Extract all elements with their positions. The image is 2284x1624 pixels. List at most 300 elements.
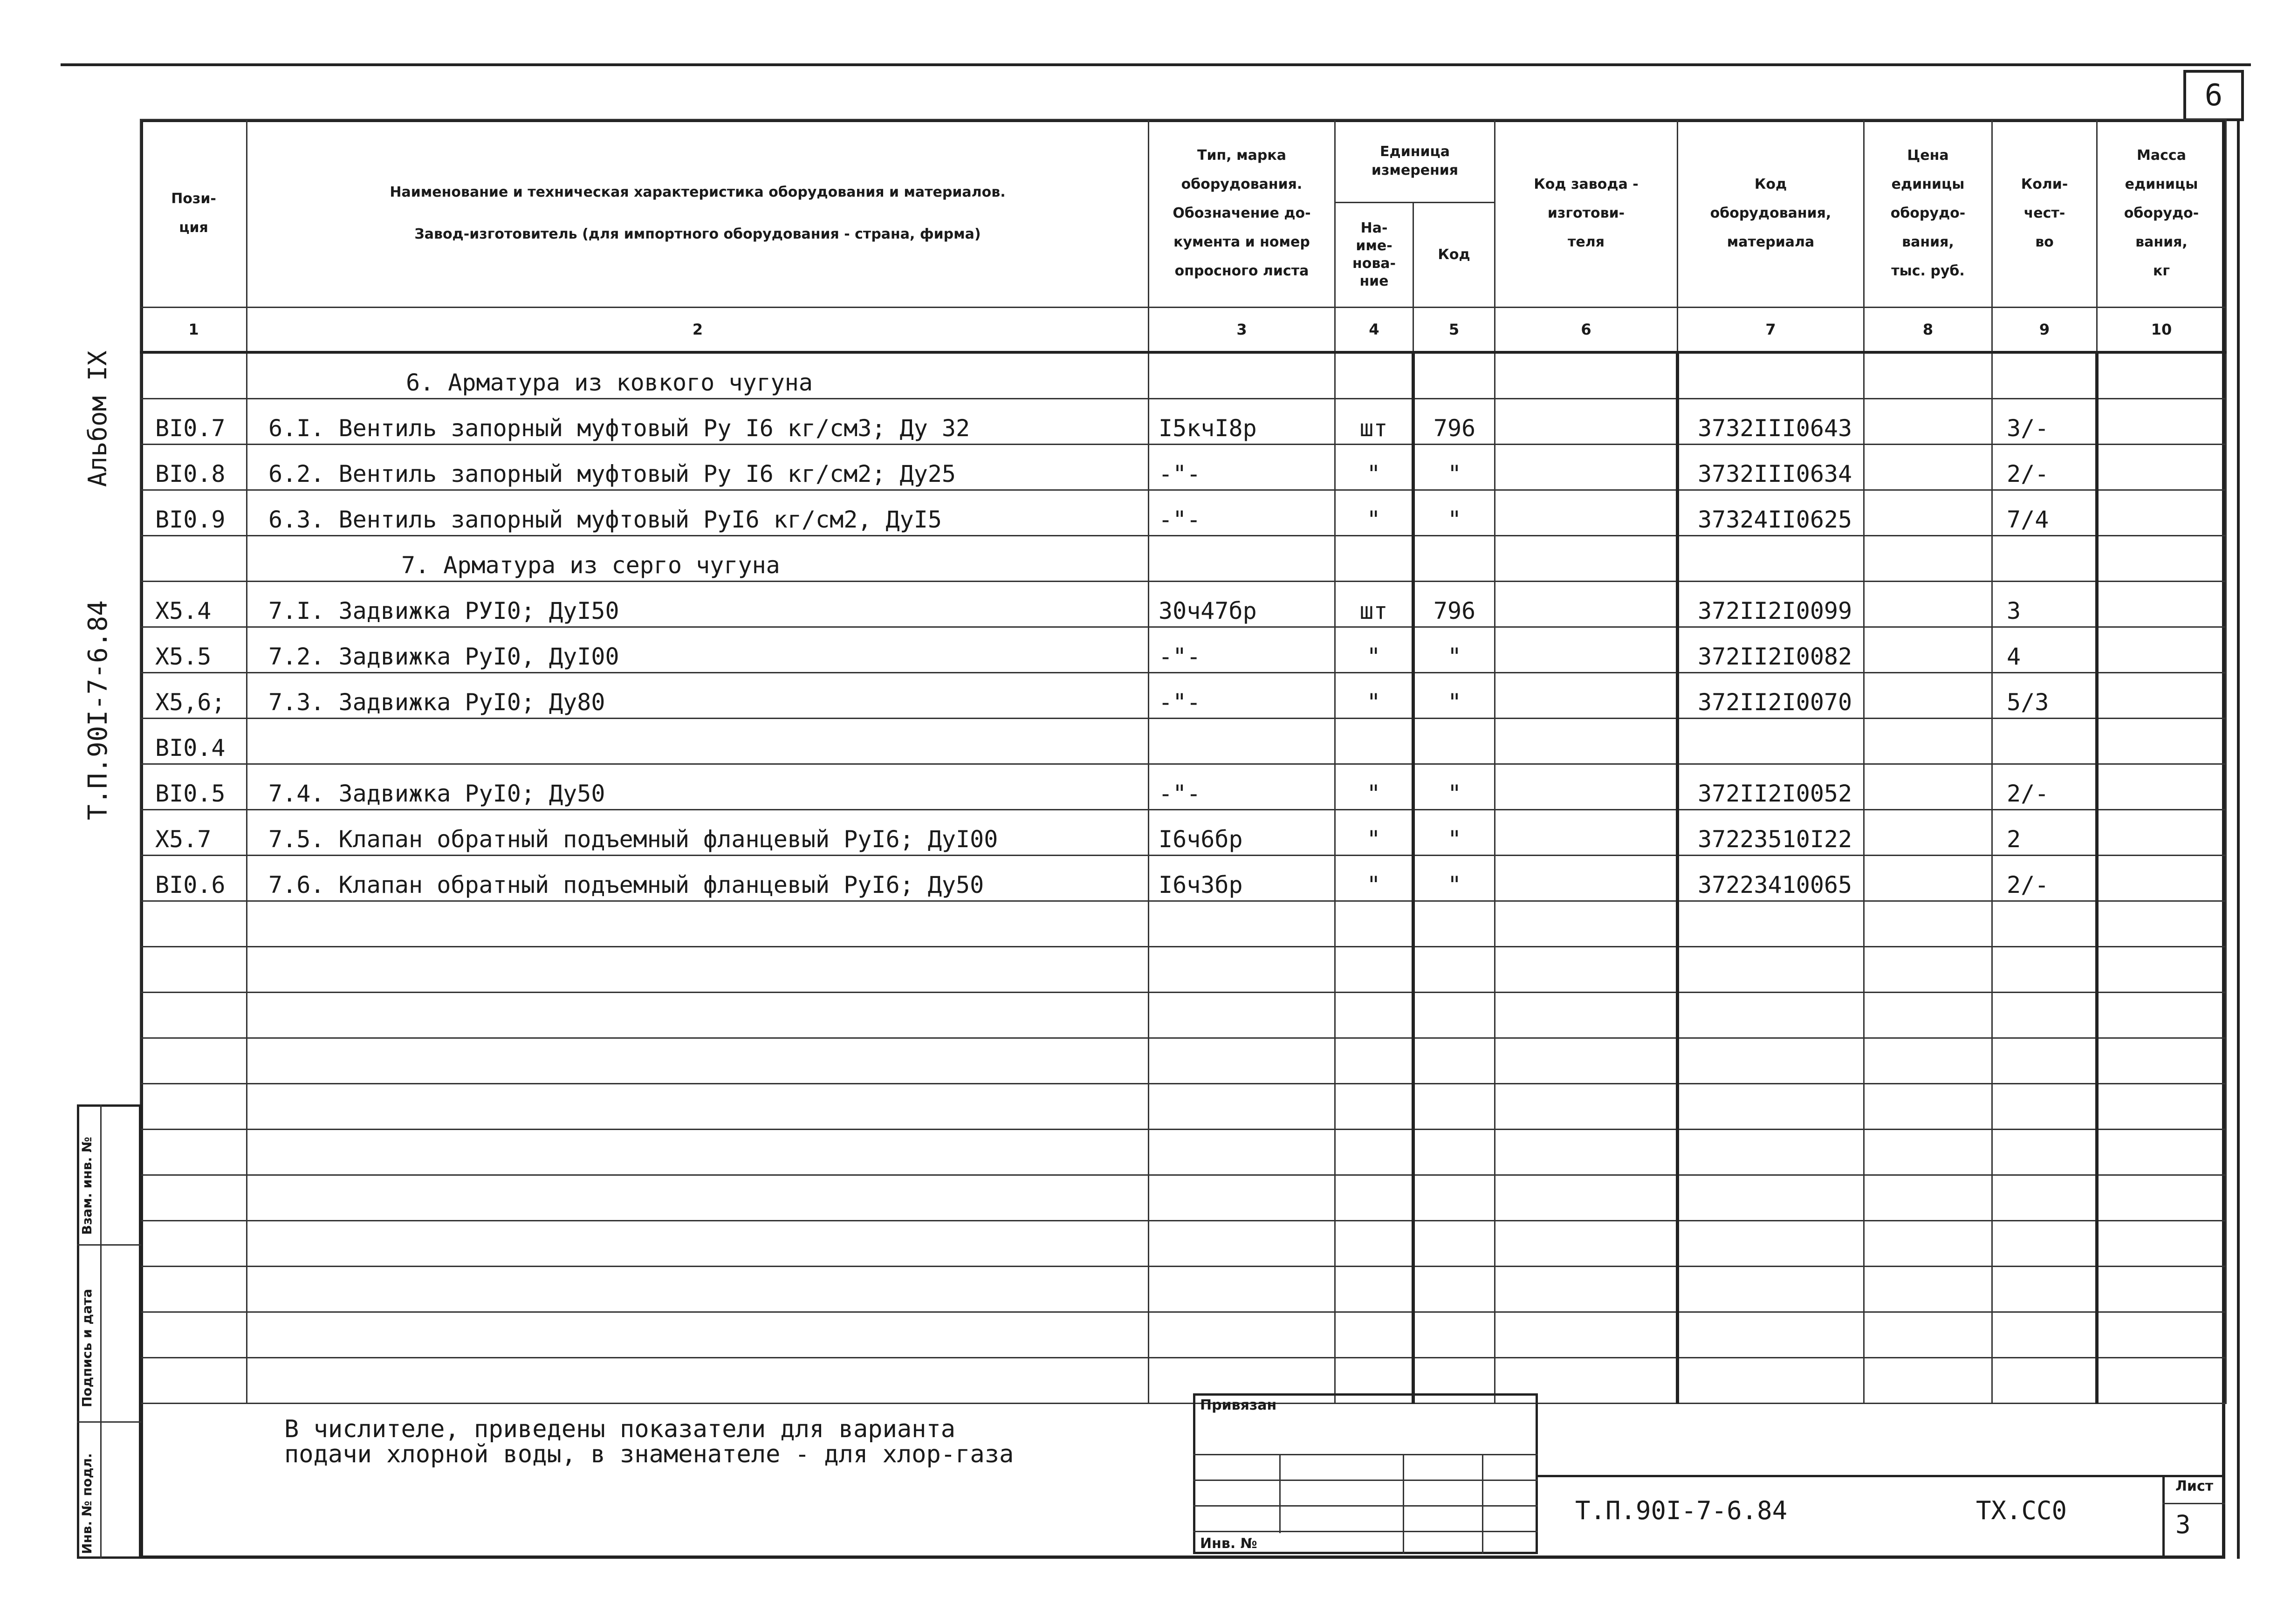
stamp-line: [1193, 1480, 1538, 1481]
plant-code-cell: [1495, 536, 1678, 582]
position-cell: X5,6;: [141, 673, 247, 719]
plant-code-cell: [1495, 764, 1678, 810]
header-price: Цена единицы оборудо- вания, тыс. руб.: [1864, 120, 1992, 308]
material-code-cell: [1678, 536, 1864, 582]
empty-cell: [2097, 1084, 2226, 1130]
quantity-cell: 7/4: [1992, 490, 2097, 536]
empty-cell: [1413, 947, 1495, 993]
empty-cell: [1992, 1130, 2097, 1175]
position-cell: X5.4: [141, 582, 247, 627]
empty-cell: [247, 1175, 1149, 1221]
header-name: Наименование и техническая характеристика оборудования и материалов. Завод-изготовитель (для импортного оборудования - страна, фирма): [247, 120, 1149, 308]
name-cell: 7.2. Задвижка РуI0, ДуI00: [247, 627, 1149, 673]
unit-code-cell: ": [1413, 490, 1495, 536]
price-cell: [1864, 764, 1992, 810]
mass-cell: [2097, 445, 2226, 490]
mass-cell: [2097, 673, 2226, 719]
unit-name-cell: [1335, 536, 1413, 582]
unit-code-cell: ": [1413, 810, 1495, 856]
type-cell: -"-: [1149, 490, 1335, 536]
empty-cell: [1335, 1130, 1413, 1175]
empty-cell: [1678, 901, 1864, 947]
type-cell: -"-: [1149, 673, 1335, 719]
name-cell: 7.5. Клапан обратный подъемный фланцевый РуI6; ДуI00: [247, 810, 1149, 856]
right-border-line: [2237, 119, 2240, 1559]
material-code-cell: 37223410065: [1678, 856, 1864, 901]
column-number: 2: [247, 308, 1149, 353]
plant-code-cell: [1495, 810, 1678, 856]
empty-cell: [247, 1221, 1149, 1267]
quantity-cell: 2/-: [1992, 445, 2097, 490]
footnote-line: подачи хлорной воды, в знаменателе - для хлор-газа: [284, 1440, 1014, 1468]
empty-cell: [141, 901, 247, 947]
unit-name-cell: [1335, 719, 1413, 764]
empty-cell: [1992, 947, 2097, 993]
empty-cell: [1495, 1312, 1678, 1358]
name-cell: 7.4. Задвижка РуI0; Ду50: [247, 764, 1149, 810]
empty-cell: [141, 1175, 247, 1221]
mass-cell: [2097, 764, 2226, 810]
header-quantity: Коли- чест- во: [1992, 120, 2097, 308]
material-code-cell: 3732III0643: [1678, 399, 1864, 445]
unit-code-cell: 796: [1413, 582, 1495, 627]
empty-cell: [1495, 993, 1678, 1038]
unit-code-cell: ": [1413, 764, 1495, 810]
unit-code-cell: ": [1413, 627, 1495, 673]
type-cell: -"-: [1149, 627, 1335, 673]
table-row: [141, 536, 2226, 582]
empty-cell: [141, 1312, 247, 1358]
table-row: [141, 627, 2226, 673]
empty-cell: [2097, 1130, 2226, 1175]
header-material-code: Код оборудования, материала: [1678, 120, 1864, 308]
column-number: 3: [1149, 308, 1335, 353]
empty-cell: [1864, 901, 1992, 947]
specification-table: [140, 119, 2227, 1404]
sheet-box-line: [2162, 1503, 2225, 1504]
material-code-cell: [1678, 352, 1864, 399]
price-cell: [1864, 856, 1992, 901]
material-code-cell: [1678, 719, 1864, 764]
empty-cell: [1413, 993, 1495, 1038]
quantity-cell: 4: [1992, 627, 2097, 673]
unit-name-cell: [1335, 352, 1413, 399]
empty-cell: [1864, 1038, 1992, 1084]
position-cell: [141, 536, 247, 582]
empty-cell: [2097, 1312, 2226, 1358]
empty-cell: [141, 1358, 247, 1404]
title-block-line: [1538, 1475, 2225, 1477]
column-number: 7: [1678, 308, 1864, 353]
empty-cell: [247, 1267, 1149, 1312]
type-cell: -"-: [1149, 764, 1335, 810]
empty-cell: [1149, 993, 1335, 1038]
empty-cell: [1149, 1221, 1335, 1267]
album-label: Альбом IX: [83, 350, 112, 487]
empty-cell: [141, 1084, 247, 1130]
mass-cell: [2097, 490, 2226, 536]
document-number: Т.П.90I-7-6.84: [1575, 1496, 1788, 1525]
material-code-cell: 372II2I0052: [1678, 764, 1864, 810]
table-body: [141, 352, 2226, 1404]
empty-cell: [1864, 1084, 1992, 1130]
table-row-empty: [141, 1130, 2226, 1175]
header-unit-code: Код: [1413, 203, 1495, 308]
sheet-label: Лист: [2175, 1478, 2214, 1494]
price-cell: [1864, 582, 1992, 627]
type-cell: [1149, 352, 1335, 399]
empty-cell: [1335, 901, 1413, 947]
unit-code-cell: [1413, 352, 1495, 399]
empty-cell: [1678, 1221, 1864, 1267]
mass-cell: [2097, 856, 2226, 901]
quantity-cell: 3: [1992, 582, 2097, 627]
price-cell: [1864, 490, 1992, 536]
empty-cell: [247, 1038, 1149, 1084]
unit-name-cell: шт: [1335, 399, 1413, 445]
header-mass: Масса единицы оборудо- вания, кг: [2097, 120, 2226, 308]
column-number: 4: [1335, 308, 1413, 353]
header-type: Тип, марка оборудования. Обозначение до- кумента и номер опросного листа: [1149, 120, 1335, 308]
position-cell: BI0.6: [141, 856, 247, 901]
unit-code-cell: [1413, 719, 1495, 764]
plant-code-cell: [1495, 856, 1678, 901]
unit-name-cell: ": [1335, 673, 1413, 719]
unit-name-cell: ": [1335, 810, 1413, 856]
side-stamp-line: [77, 1244, 141, 1246]
type-cell: I6ч3бр: [1149, 856, 1335, 901]
plant-code-cell: [1495, 445, 1678, 490]
empty-cell: [1864, 1312, 1992, 1358]
quantity-cell: 5/3: [1992, 673, 2097, 719]
empty-cell: [1149, 901, 1335, 947]
stamp-inventory-label: Инв. №: [1200, 1535, 1257, 1552]
empty-cell: [1864, 1221, 1992, 1267]
name-cell: 7.6. Клапан обратный подъемный фланцевый РуI6; Ду50: [247, 856, 1149, 901]
empty-cell: [1864, 947, 1992, 993]
price-cell: [1864, 719, 1992, 764]
empty-cell: [1335, 947, 1413, 993]
mass-cell: [2097, 627, 2226, 673]
plant-code-cell: [1495, 627, 1678, 673]
column-number: 6: [1495, 308, 1678, 353]
type-cell: -"-: [1149, 445, 1335, 490]
empty-cell: [247, 1312, 1149, 1358]
name-cell: 7.3. Задвижка РуI0; Ду80: [247, 673, 1149, 719]
type-cell: [1149, 719, 1335, 764]
empty-cell: [1149, 1130, 1335, 1175]
empty-cell: [2097, 1221, 2226, 1267]
price-cell: [1864, 627, 1992, 673]
side-stamp-divider: [100, 1104, 102, 1559]
unit-code-cell: ": [1413, 445, 1495, 490]
table-row: [141, 445, 2226, 490]
empty-cell: [1495, 1267, 1678, 1312]
empty-cell: [1992, 1312, 2097, 1358]
position-cell: BI0.7: [141, 399, 247, 445]
table-row: [141, 352, 2226, 399]
binding-stamp-box: [1193, 1393, 1538, 1554]
empty-cell: [247, 993, 1149, 1038]
name-cell: 6. Арматура из ковкого чугуна: [247, 352, 1149, 399]
column-numbers-row: [141, 308, 2226, 353]
empty-cell: [2097, 1267, 2226, 1312]
empty-cell: [1992, 1175, 2097, 1221]
material-code-cell: 372II2I0099: [1678, 582, 1864, 627]
empty-cell: [1992, 993, 2097, 1038]
empty-cell: [2097, 1175, 2226, 1221]
empty-cell: [1864, 1267, 1992, 1312]
empty-cell: [1335, 993, 1413, 1038]
plant-code-cell: [1495, 399, 1678, 445]
empty-cell: [1992, 1358, 2097, 1404]
column-number: 5: [1413, 308, 1495, 353]
type-cell: I5кчI8р: [1149, 399, 1335, 445]
quantity-cell: [1992, 352, 2097, 399]
empty-cell: [1678, 993, 1864, 1038]
name-cell: 6.3. Вентиль запорный муфтовый РуI6 кг/см2, ДуI5: [247, 490, 1149, 536]
table-row-empty: [141, 1358, 2226, 1404]
price-cell: [1864, 399, 1992, 445]
table-row-empty: [141, 1084, 2226, 1130]
quantity-cell: 2/-: [1992, 764, 2097, 810]
unit-name-cell: ": [1335, 445, 1413, 490]
empty-cell: [1495, 901, 1678, 947]
empty-cell: [141, 1130, 247, 1175]
material-code-cell: 372II2I0070: [1678, 673, 1864, 719]
unit-code-cell: ": [1413, 856, 1495, 901]
table-row-empty: [141, 1038, 2226, 1084]
empty-cell: [1678, 1267, 1864, 1312]
name-cell: 6.I. Вентиль запорный муфтовый Ру I6 кг/см3; Ду 32: [247, 399, 1149, 445]
stamp-line: [1193, 1505, 1538, 1507]
table-row-empty: [141, 901, 2226, 947]
plant-code-cell: [1495, 673, 1678, 719]
unit-name-cell: ": [1335, 764, 1413, 810]
empty-cell: [2097, 1038, 2226, 1084]
empty-cell: [1413, 1221, 1495, 1267]
empty-cell: [1678, 947, 1864, 993]
empty-cell: [2097, 1358, 2226, 1404]
document-code: ТХ.СС0: [1976, 1496, 2067, 1525]
empty-cell: [1149, 1312, 1335, 1358]
unit-code-cell: 796: [1413, 399, 1495, 445]
table-row: [141, 810, 2226, 856]
empty-cell: [1495, 947, 1678, 993]
empty-cell: [141, 947, 247, 993]
empty-cell: [1678, 1175, 1864, 1221]
table-row-empty: [141, 1312, 2226, 1358]
side-signature-label: Подпись и дата: [79, 1288, 95, 1407]
table-row: [141, 399, 2226, 445]
footnote-line: В числителе, приведены показатели для варианта: [284, 1415, 956, 1443]
empty-cell: [1992, 1267, 2097, 1312]
project-number-side: Т.П.90I-7-6.84: [83, 600, 113, 820]
price-cell: [1864, 536, 1992, 582]
header-unit-group: Единица измерения: [1335, 120, 1495, 203]
mass-cell: [2097, 810, 2226, 856]
material-code-cell: 372II2I0082: [1678, 627, 1864, 673]
quantity-cell: [1992, 536, 2097, 582]
footnote: [284, 1417, 1014, 1467]
name-cell: [247, 719, 1149, 764]
empty-cell: [2097, 947, 2226, 993]
mass-cell: [2097, 536, 2226, 582]
empty-cell: [1495, 1221, 1678, 1267]
empty-cell: [1413, 901, 1495, 947]
column-number: 10: [2097, 308, 2226, 353]
empty-cell: [1335, 1038, 1413, 1084]
price-cell: [1864, 445, 1992, 490]
unit-name-cell: шт: [1335, 582, 1413, 627]
empty-cell: [1413, 1130, 1495, 1175]
column-number: 8: [1864, 308, 1992, 353]
empty-cell: [247, 901, 1149, 947]
empty-cell: [1678, 1084, 1864, 1130]
empty-cell: [141, 1221, 247, 1267]
price-cell: [1864, 352, 1992, 399]
unit-name-cell: ": [1335, 627, 1413, 673]
quantity-cell: 2: [1992, 810, 2097, 856]
mass-cell: [2097, 719, 2226, 764]
empty-cell: [141, 1267, 247, 1312]
empty-cell: [1149, 1084, 1335, 1130]
stamp-line: [1193, 1531, 1538, 1532]
price-cell: [1864, 673, 1992, 719]
table-header-row: [141, 120, 2226, 203]
name-cell: 7. Арматура из серго чугуна: [247, 536, 1149, 582]
quantity-cell: 3/-: [1992, 399, 2097, 445]
material-code-cell: 37223510I22: [1678, 810, 1864, 856]
table-row-empty: [141, 1267, 2226, 1312]
type-cell: 30ч47бр: [1149, 582, 1335, 627]
empty-cell: [1413, 1312, 1495, 1358]
quantity-cell: [1992, 719, 2097, 764]
empty-cell: [1992, 1038, 2097, 1084]
position-cell: X5.7: [141, 810, 247, 856]
table-row: [141, 582, 2226, 627]
header-plant-code: Код завода - изготови- теля: [1495, 120, 1678, 308]
empty-cell: [1495, 1130, 1678, 1175]
quantity-cell: 2/-: [1992, 856, 2097, 901]
position-cell: BI0.4: [141, 719, 247, 764]
position-cell: [141, 352, 247, 399]
empty-cell: [141, 1038, 247, 1084]
empty-cell: [1992, 1221, 2097, 1267]
empty-cell: [1495, 1175, 1678, 1221]
empty-cell: [1413, 1038, 1495, 1084]
stamp-line: [1193, 1454, 1538, 1455]
empty-cell: [1678, 1130, 1864, 1175]
table-row-empty: [141, 1221, 2226, 1267]
material-code-cell: 37324II0625: [1678, 490, 1864, 536]
empty-cell: [1335, 1084, 1413, 1130]
empty-cell: [1335, 1312, 1413, 1358]
side-replace-label: Взам. инв. №: [79, 1137, 95, 1235]
mass-cell: [2097, 399, 2226, 445]
empty-cell: [1992, 901, 2097, 947]
empty-cell: [1149, 947, 1335, 993]
table-row-empty: [141, 1175, 2226, 1221]
column-number: 9: [1992, 308, 2097, 353]
side-inv-label: Инв. № подл.: [79, 1453, 95, 1554]
empty-cell: [1495, 1038, 1678, 1084]
type-cell: [1149, 536, 1335, 582]
empty-cell: [1149, 1175, 1335, 1221]
plant-code-cell: [1495, 352, 1678, 399]
position-cell: X5.5: [141, 627, 247, 673]
table-row: [141, 856, 2226, 901]
mass-cell: [2097, 352, 2226, 399]
position-cell: BI0.9: [141, 490, 247, 536]
unit-name-cell: ": [1335, 856, 1413, 901]
page-number: 6: [2183, 70, 2244, 121]
stamp-divider: [1279, 1454, 1281, 1533]
empty-cell: [1413, 1175, 1495, 1221]
type-cell: I6ч6бр: [1149, 810, 1335, 856]
empty-cell: [1335, 1175, 1413, 1221]
empty-cell: [1149, 1038, 1335, 1084]
side-stamp-line: [77, 1421, 141, 1423]
unit-code-cell: [1413, 536, 1495, 582]
empty-cell: [2097, 901, 2226, 947]
empty-cell: [1413, 1267, 1495, 1312]
table-row: [141, 490, 2226, 536]
price-cell: [1864, 810, 1992, 856]
stamp-label: Привязан: [1200, 1397, 1277, 1413]
header-position: Пози- ция: [141, 120, 247, 308]
sheet-number: 3: [2175, 1510, 2191, 1539]
plant-code-cell: [1495, 719, 1678, 764]
empty-cell: [2097, 993, 2226, 1038]
unit-code-cell: ": [1413, 673, 1495, 719]
top-border-line: [61, 63, 2251, 66]
empty-cell: [247, 947, 1149, 993]
empty-cell: [1678, 1312, 1864, 1358]
table-row-empty: [141, 993, 2226, 1038]
empty-cell: [247, 1130, 1149, 1175]
column-number: 1: [141, 308, 247, 353]
position-cell: BI0.8: [141, 445, 247, 490]
stamp-divider: [1482, 1454, 1483, 1554]
header-unit-name: На- име- нова- ние: [1335, 203, 1413, 308]
empty-cell: [247, 1084, 1149, 1130]
empty-cell: [1864, 1130, 1992, 1175]
empty-cell: [141, 993, 247, 1038]
empty-cell: [1864, 1175, 1992, 1221]
empty-cell: [1335, 1267, 1413, 1312]
material-code-cell: 3732III0634: [1678, 445, 1864, 490]
empty-cell: [1413, 1084, 1495, 1130]
plant-code-cell: [1495, 582, 1678, 627]
empty-cell: [1864, 1358, 1992, 1404]
unit-name-cell: ": [1335, 490, 1413, 536]
empty-cell: [247, 1358, 1149, 1404]
table-row-empty: [141, 947, 2226, 993]
position-cell: BI0.5: [141, 764, 247, 810]
empty-cell: [1678, 1358, 1864, 1404]
plant-code-cell: [1495, 490, 1678, 536]
empty-cell: [1992, 1084, 2097, 1130]
empty-cell: [1864, 993, 1992, 1038]
name-cell: 6.2. Вентиль запорный муфтовый Ру I6 кг/см2; Ду25: [247, 445, 1149, 490]
empty-cell: [1495, 1084, 1678, 1130]
table-row: [141, 764, 2226, 810]
stamp-divider: [1403, 1454, 1404, 1554]
empty-cell: [1149, 1267, 1335, 1312]
empty-cell: [1678, 1038, 1864, 1084]
empty-cell: [1335, 1221, 1413, 1267]
